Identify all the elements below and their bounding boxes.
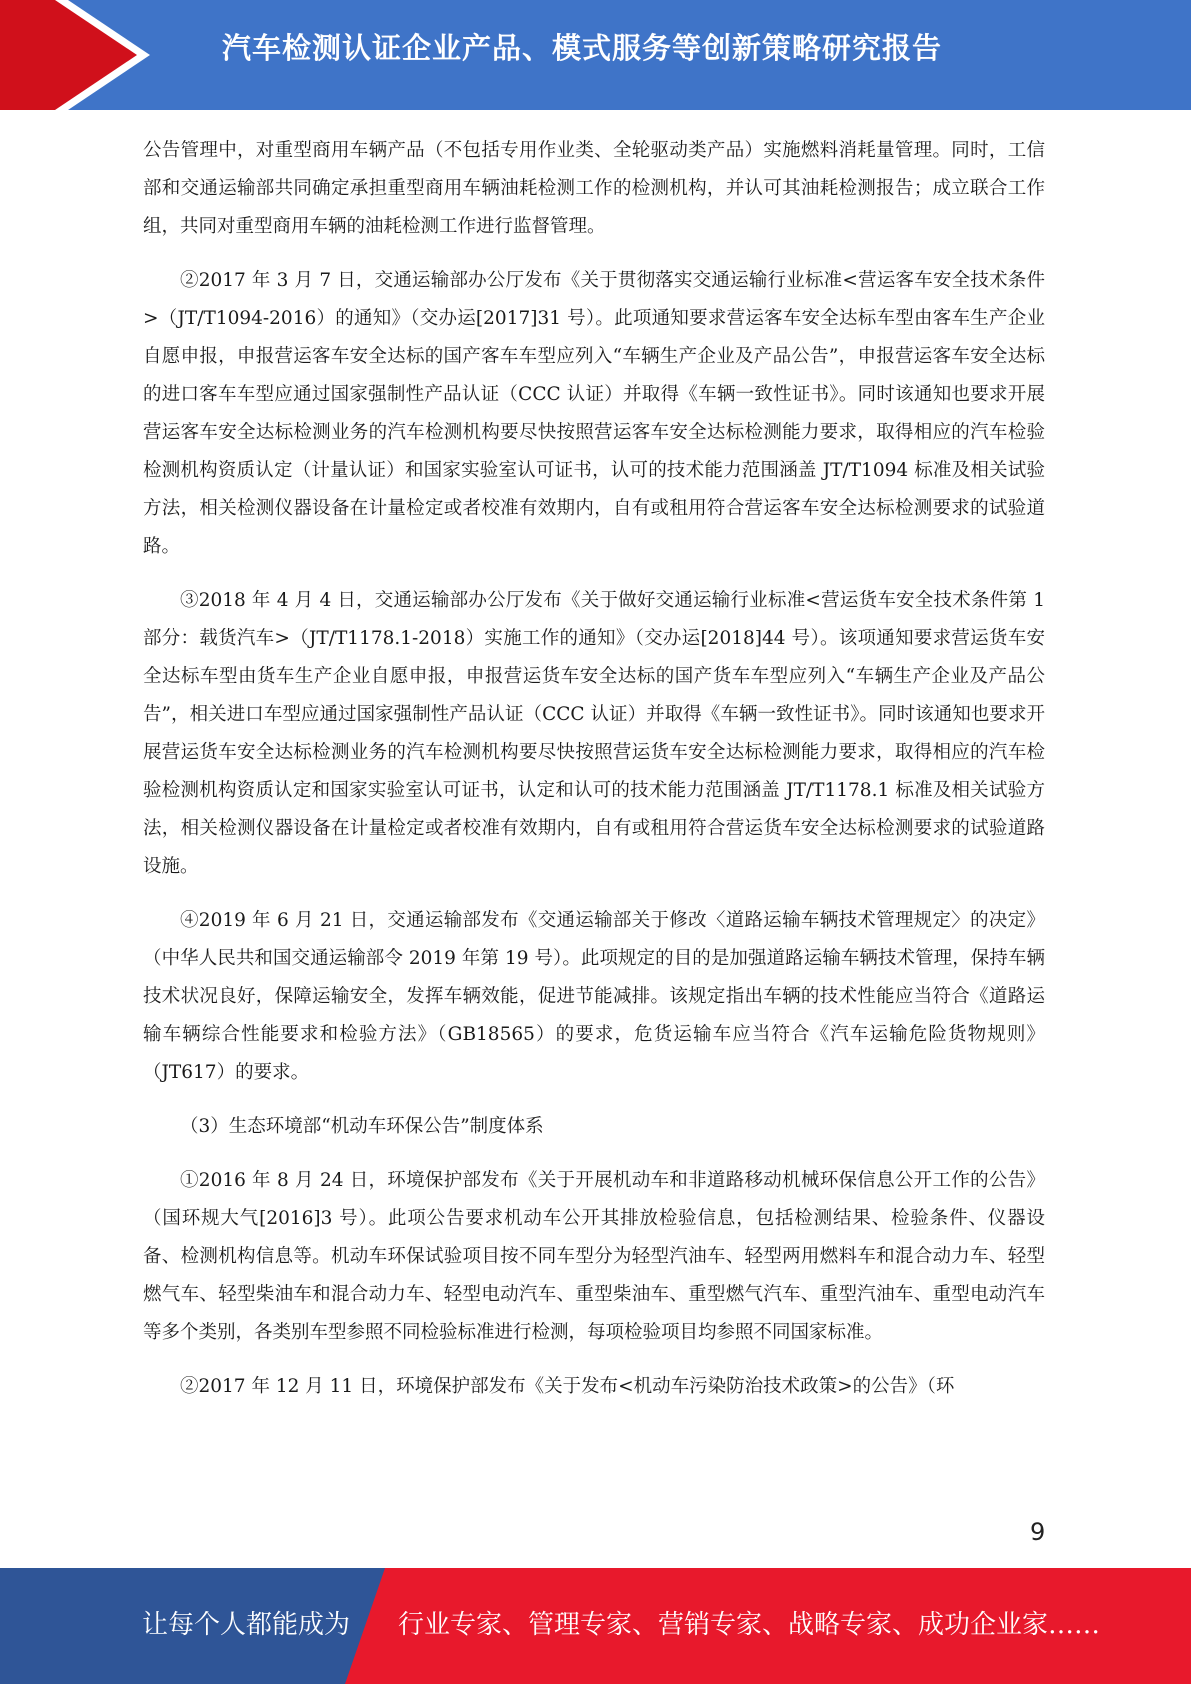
document-title: 汽车检测认证企业产品、模式服务等创新策略研究报告: [222, 31, 943, 65]
paragraph-item-4: ④2019 年 6 月 21 日，交通运输部发布《交通运输部关于修改〈道路运输车辆技术管理规定〉的决定》（中华人民共和国交通运输部令 2019 年第 19 号）。此项规定的目的是加强道路运输车辆技术管理，保持车辆技术状况良好，保障运输安全，发挥车辆效能，促进节能减排。该规定指出车辆的技术性能应当符合《道路运输车辆综合性能要求和检验方法》（GB18565）的要求，危货运输车应当符合《汽车运输危险货物规则》（JT617）的要求。: [143, 910, 1045, 1083]
footer-slogan-right: 行业专家、管理专家、营销专家、战略专家、成功企业家……: [398, 1610, 1101, 1640]
footer-slogan-left: 让每个人都能成为: [142, 1610, 351, 1640]
paragraph-continued: 公告管理中，对重型商用车辆产品（不包括专用作业类、全轮驱动类产品）实施燃料消耗量管理。同时，工信部和交通运输部共同确定承担重型商用车辆油耗检测工作的检测机构，并认可其油耗检测报告；成立联合工作组，共同对重型商用车辆的油耗检测工作进行监督管理。: [143, 140, 1045, 237]
document-body: [143, 132, 1045, 1406]
paragraph-item-3: ③2018 年 4 月 4 日，交通运输部办公厅发布《关于做好交通运输行业标准<营运货车安全技术条件第 1 部分：载货汽车>（JT/T1178.1-2018）实施工作的通知》（交办运[2018]44 号）。该项通知要求营运货车安全达标车型由货车生产企业自愿申报，申报营运货车安全达标的国产货车车型应列入“车辆生产企业及产品公告”，相关进口车型应通过国家强制性产品认证（CCC 认证）并取得《车辆一致性证书》。同时该通知也要求开展营运货车安全达标检测业务的汽车检测机构要尽快按照营运货车安全达标检测能力要求，取得相应的汽车检验检测机构资质认定和国家实验室认可证书，认定和认可的技术能力范围涵盖 JT/T1178.1 标准及相关试验方法，相关检测仪器设备在计量检定或者校准有效期内，自有或租用符合营运货车安全达标检测要求的试验道路设施。: [143, 590, 1045, 877]
header-arrow-decoration: [0, 0, 150, 110]
paragraph-env-item-2: ②2017 年 12 月 11 日，环境保护部发布《关于发布<机动车污染防治技术政策>的公告》（环: [180, 1376, 955, 1397]
page-footer: [0, 1568, 1191, 1684]
page-header: [0, 0, 1191, 110]
paragraph-item-2: ②2017 年 3 月 7 日，交通运输部办公厅发布《关于贯彻落实交通运输行业标准<营运客车安全技术条件>（JT/T1094-2016）的通知》（交办运[2017]31 号）。此项通知要求营运客车安全达标车型由客车生产企业自愿申报，申报营运客车安全达标的国产客车车型应列入“车辆生产企业及产品公告”，申报营运客车安全达标的进口客车车型应通过国家强制性产品认证（CCC 认证）并取得《车辆一致性证书》。同时该通知也要求开展营运客车安全达标检测业务的汽车检测机构要尽快按照营运客车安全达标检测能力要求，取得相应的汽车检验检测机构资质认定（计量认证）和国家实验室认可证书，认可的技术能力范围涵盖 JT/T1094 标准及相关试验方法，相关检测仪器设备在计量检定或者校准有效期内，自有或租用符合营运客车安全达标检测要求的试验道路。: [143, 270, 1045, 557]
paragraph-env-item-1: ①2016 年 8 月 24 日，环境保护部发布《关于开展机动车和非道路移动机械环保信息公开工作的公告》（国环规大气[2016]3 号）。此项公告要求机动车公开其排放检验信息，包括检测结果、检验条件、仪器设备、检测机构信息等。机动车环保试验项目按不同车型分为轻型汽油车、轻型两用燃料车和混合动力车、轻型燃气车、轻型柴油车和混合动力车、轻型电动汽车、重型柴油车、重型燃气汽车、重型汽油车、重型电动汽车等多个类别，各类别车型参照不同检验标准进行检测，每项检验项目均参照不同国家标准。: [143, 1170, 1045, 1343]
section-heading: （3）生态环境部“机动车环保公告”制度体系: [180, 1116, 544, 1137]
page-number: 9: [1030, 1518, 1046, 1546]
